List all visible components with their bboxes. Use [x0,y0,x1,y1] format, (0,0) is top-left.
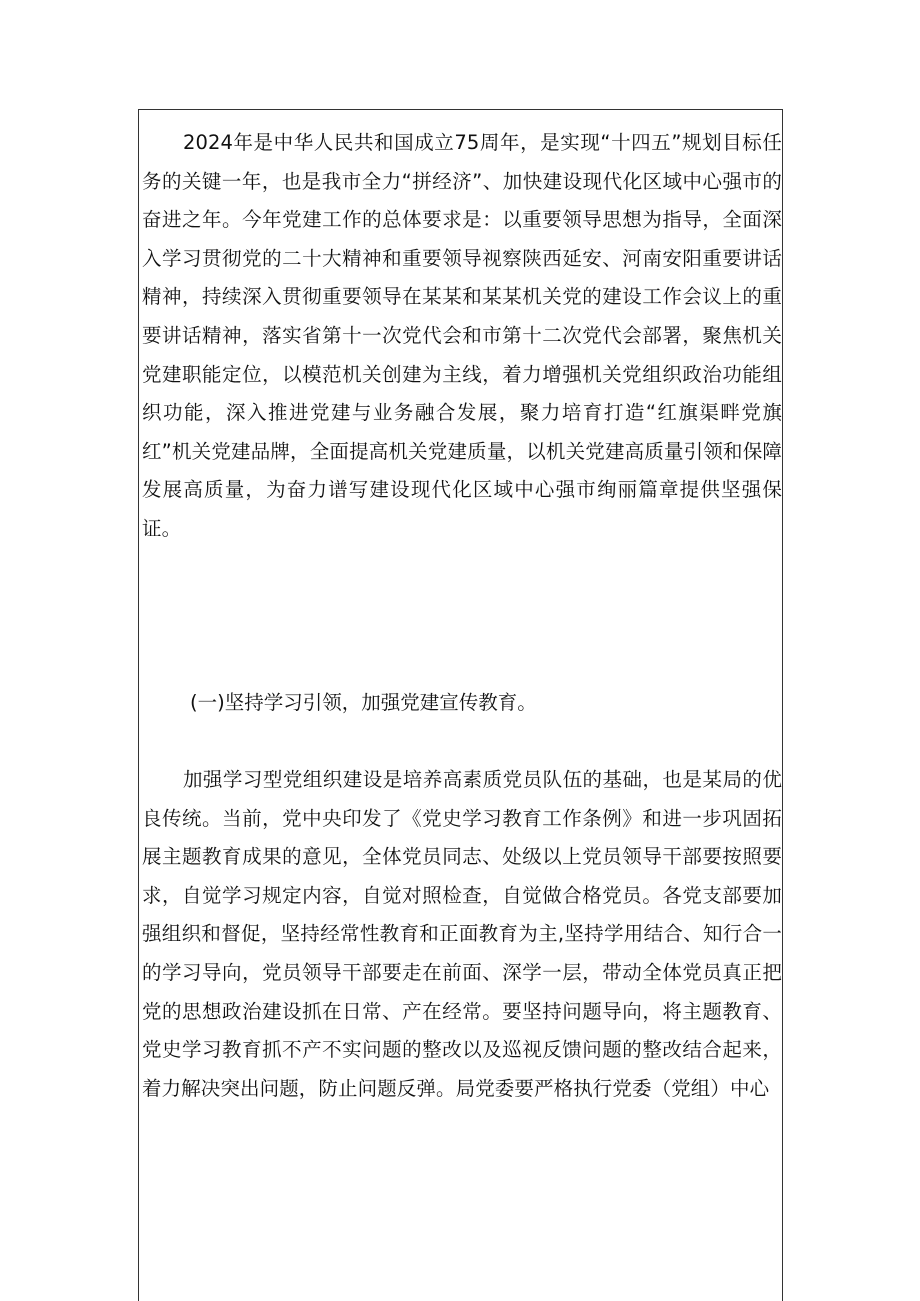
section-heading: (一)坚持学习引领，加强党建宣传教育。 [190,691,537,714]
body-paragraph: 加强学习型党组织建设是培养高素质党员队伍的基础，也是某局的优良传统。当前，党中央印发了《党史学习教育工作条例》和进一步巩固拓展主题教育成果的意见，全体党员同志、处级以上党员领导干部要按照要求，自觉学习规定内容，自觉对照检查，自觉做合格党员。各党支部要加强组织和督促，坚持经常性教育和正面教育为主,坚持学用结合、知行合一的学习导向，党员领导干部要走在前面、深学一层，带动全体党员真正把党的思想政治建设抓在日常、产在经常。要坚持问题导向，将主题教育、党史学习教育抓不产不实问题的整改以及巡视反馈问题的整改结合起来，着力解决突出问题，防止问题反弹。局党委要严格执行党委（党组）中心 [142,768,782,1100]
intro-paragraph: 2024年是中华人民共和国成立75周年，是实现“十四五”规划目标任务的关键一年，也是我市全力“拼经济”、加快建设现代化区域中心强市的奋进之年。今年党建工作的总体要求是：以重要领导思想为指导，全面深入学习贯彻党的二十大精神和重要领导视察陕西延安、河南安阳重要讲话精神，持续深入贯彻重要领导在某某和某某机关党的建设工作会议上的重要讲话精神，落实省第十一次党代会和市第十二次党代会部署，聚焦机关党建职能定位，以模范机关创建为主线，着力增强机关党组织政治功能组织功能，深入推进党建与业务融合发展，聚力培育打造“红旗渠畔党旗红”机关党建品牌，全面提高机关党建质量，以机关党建高质量引领和保障发展高质量，为奋力谱写建设现代化区域中心强市绚丽篇章提供坚强保证。 [142,131,782,540]
